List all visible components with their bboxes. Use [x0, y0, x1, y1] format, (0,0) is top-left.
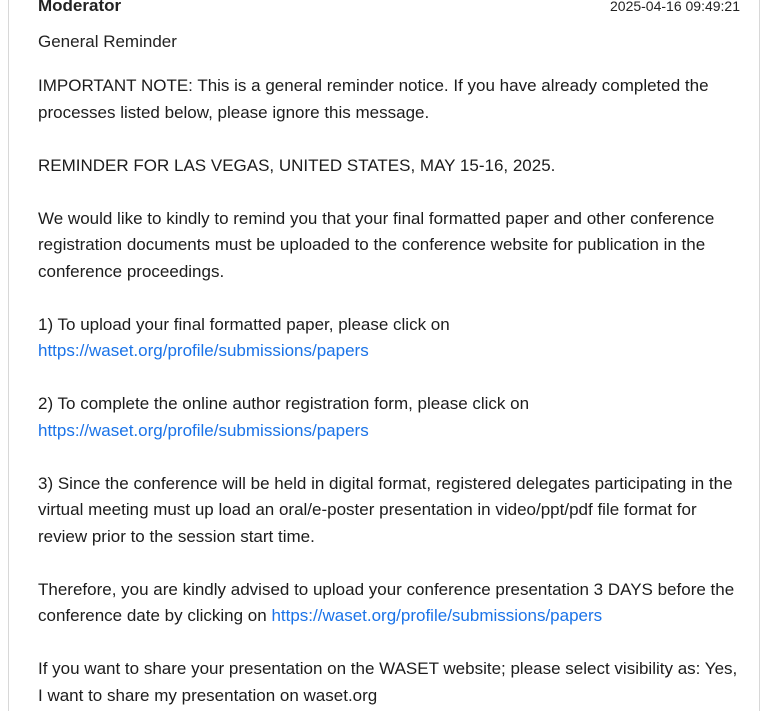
upload-presentation-link[interactable]: https://waset.org/profile/submissions/papers: [271, 606, 603, 625]
message-header: [38, 0, 740, 18]
paragraph-share-presentation: If you want to share your presentation on the WASET website; please select visibility as: Yes, I want to share my presentation on waset.org: [38, 659, 738, 705]
upload-paper-link[interactable]: https://waset.org/profile/submissions/papers: [38, 341, 369, 360]
paragraph-important-note: IMPORTANT NOTE: This is a general reminder notice. If you have already completed the processes listed below, please ignore this message.: [38, 76, 709, 122]
message-timestamp: 2025-04-16 09:49:21: [610, 0, 740, 14]
registration-form-text: 2) To complete the online author registration form, please click on: [38, 394, 530, 413]
paragraph-upload-presentation: [38, 577, 738, 630]
paragraph-registration-form: [38, 391, 738, 444]
upload-presentation-text: Therefore, you are kindly advised to upload your conference presentation 3 DAYS before the conference date by clicking on: [38, 579, 735, 625]
paragraph-reminder-location: REMINDER FOR LAS VEGAS, UNITED STATES, MAY 15-16, 2025.: [38, 155, 556, 175]
message-body: [38, 73, 738, 711]
registration-form-link[interactable]: https://waset.org/profile/submissions/papers: [38, 420, 369, 440]
paragraph-digital-format: 3) Since the conference will be held in digital format, registered delegates participating in the virtual meeting must up load an oral/e-poster presentation in video/ppt/pdf file format for review prior to the session start time.: [38, 473, 733, 546]
upload-paper-text: 1) To upload your final formatted paper, please click on: [38, 314, 450, 334]
paragraph-upload-paper: [38, 312, 738, 365]
author-name: Moderator: [38, 0, 122, 15]
paragraph-reminder-details: We would like to kindly to remind you that your final formatted paper and other conference registration documents must be uploaded to the conference website for publication in the conference proceedings.: [38, 208, 715, 281]
message-subject: General Reminder: [38, 32, 177, 51]
